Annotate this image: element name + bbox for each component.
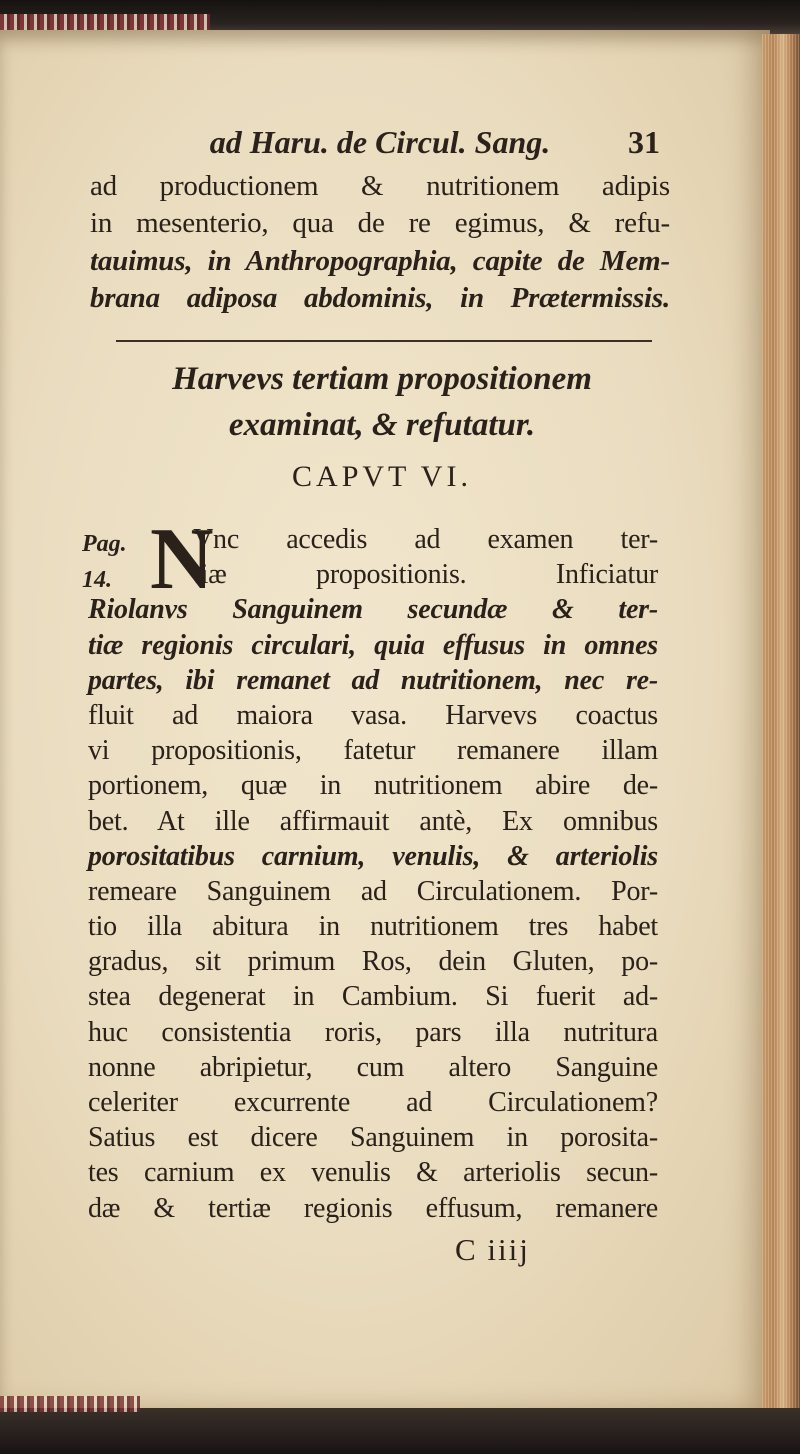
text-line: nonne abripietur, cum altero Sanguine <box>88 1051 658 1083</box>
chapter-number: CAPVT VI. <box>292 460 472 493</box>
text-line: Vnc accedis ad examen ter- <box>193 524 658 555</box>
headband-bottom <box>0 1396 140 1412</box>
text-line: vi propositionis, fatetur remanere illam <box>88 735 658 767</box>
chapter-heading <box>92 356 672 448</box>
section-rule <box>116 340 652 342</box>
body-paragraph <box>88 511 658 1226</box>
text-line: ad productionem & nutritionem adipis <box>90 170 670 202</box>
text-line: brana adiposa abdominis, in Prætermissis. <box>90 282 670 315</box>
text-line: stea degenerat in Cambium. Si fuerit ad- <box>88 981 658 1013</box>
text-line: huc consistentia roris, pars illa nutritura <box>88 1016 658 1048</box>
text-line: partes, ibi remanet ad nutritionem, nec re- <box>88 664 658 696</box>
text-line: tes carnium ex venulis & arteriolis secun- <box>88 1157 658 1189</box>
text-line: tio illa abitura in nutritionem tres habet <box>88 911 658 943</box>
text-line: celeriter excurrente ad Circulationem? <box>88 1087 658 1118</box>
text-line: remeare Sanguinem ad Circulationem. Por- <box>88 875 658 907</box>
heading-line-1: Harvevs tertiam propositionem <box>172 361 592 397</box>
text-line: fluit ad maiora vasa. Harvevs coactus <box>88 699 658 731</box>
drop-cap: N <box>150 511 214 608</box>
top-paragraph <box>90 168 670 318</box>
running-head <box>170 124 660 161</box>
page-number: 31 <box>628 124 660 160</box>
text-line: Riolanvs Sanguinem secundæ & ter- <box>88 594 658 626</box>
text-line: porositatibus carnium, venulis, & arteriolis <box>88 840 658 872</box>
text-line: in mesenterio, qua de re egimus, & refu- <box>90 207 670 240</box>
text-line: tiæ regionis circulari, quia effusus in omnes <box>88 629 658 661</box>
text-line: dæ & tertiæ regionis effusum, remanere <box>88 1192 658 1224</box>
running-head-title: ad Haru. de Circul. Sang. <box>209 124 551 160</box>
text-line: portionem, quæ in nutritionem abire de- <box>88 770 658 802</box>
book-bottom-edge <box>0 1408 800 1454</box>
text-line: tiæ propositionis. Inficiatur <box>193 559 658 591</box>
margin-note-line-2: 14. <box>82 567 112 593</box>
text-line: gradus, sit primum Ros, dein Gluten, po- <box>88 946 658 978</box>
page-fore-edge <box>762 34 800 1426</box>
margin-note-line-1: Pag. <box>82 531 127 557</box>
signature-mark: C iiij <box>455 1232 530 1267</box>
text-line: bet. At ille affirmauit antè, Ex omnibus <box>88 805 658 837</box>
text-line: tauimus, in Anthropographia, capite de Mem- <box>90 244 670 277</box>
heading-line-2: examinat, & refutatur. <box>228 407 536 443</box>
text-line: Satius est dicere Sanguinem in porosita- <box>88 1122 658 1154</box>
